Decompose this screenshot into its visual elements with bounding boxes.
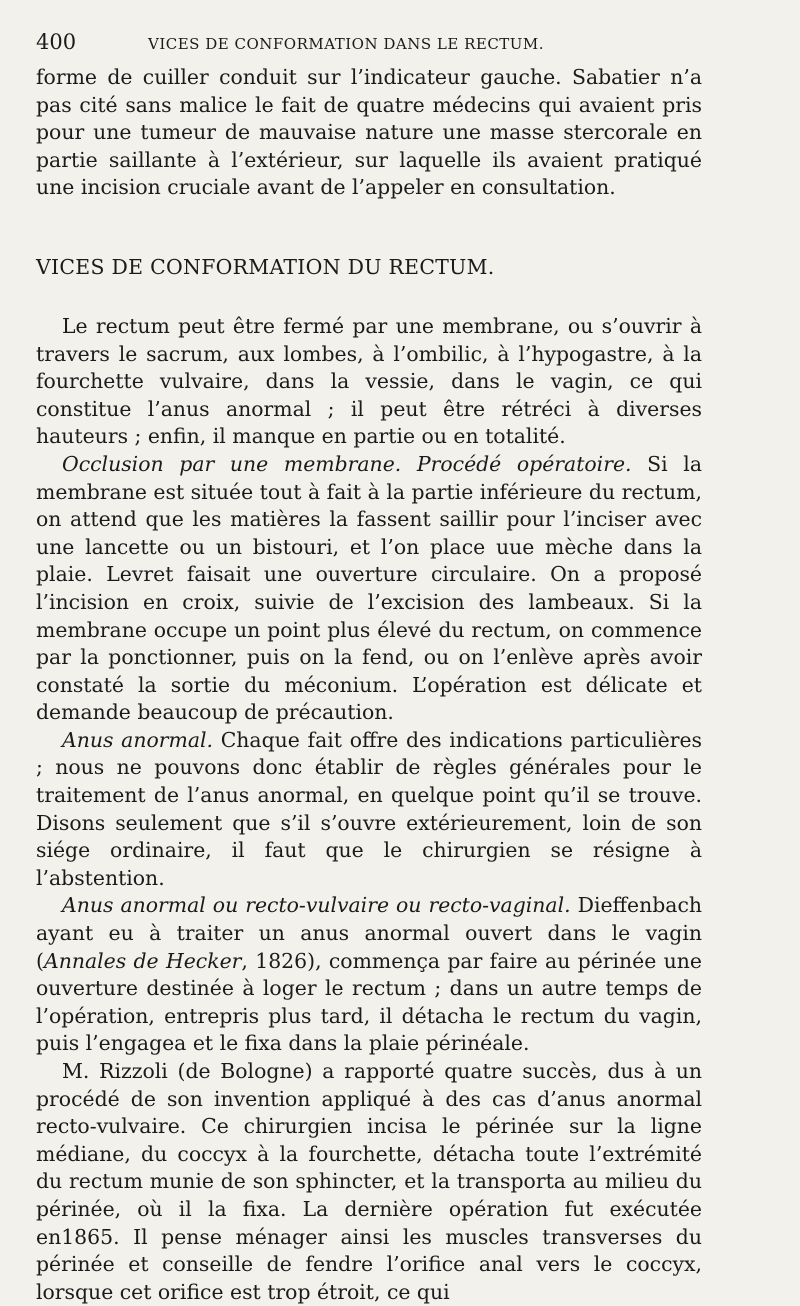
paragraph-occlusion [36,451,702,727]
paragraph-text: Dieffenbach ayant eu à traiter un anus anormal ouvert dans le vagin ( [36,893,702,973]
paragraph-rizzoli: M. Rizzoli (de Bologne) a rapporté quatre succès, dus à un procédé de son invention appliqué à des cas d’anus anormal recto-vulvaire. Ce chirurgien incisa le périnée sur la ligne médiane, du coccyx à la fourchette, détacha toute l’extrémité du rectum munie de son sphincter, et la transporta au milieu du périnée, où il la fixa. La dernière opération fut exécutée en1865. Il pense ménager ainsi les muscles transverses du périnée et conseille de fendre l’orifice anal vers le coccyx, lorsque cet orifice est trop étroit, ce qui [36,1059,702,1304]
paragraph-text: Chaque fait offre des indications particulières ; nous ne pouvons donc établir de règles générales pour le traitement de l’anus anormal, en quelque point qu’il se trouve. Disons seulement que s’il s’ouvre extérieurement, loin de son siége ordinaire, il faut que le chirurgien se résigne à l’abstention. [36,727,702,890]
paragraph-lead: Occlusion par une membrane. Procédé opératoire. [62,451,632,476]
running-head [36,30,702,64]
paragraph-recto-vaginal [36,892,702,1058]
section-title: VICES DE CONFORMATION DU RECTUM. [36,254,495,279]
paragraph-lead: Anus anormal. [62,727,213,752]
paragraph-anus-anormal [36,727,702,893]
body-text [36,64,702,1306]
paragraph-continuation: forme de cuiller conduit sur l’indicateur gauche. Sabatier n’a pas cité sans malice le fait de quatre médecins qui avaient pris pour une tumeur de mauvaise nature une masse stercorale en partie saillante à l’extérieur, sur laquelle ils avaient pratiqué une incision cruciale avant de l’appeler en consultation. [36,65,702,200]
page-number: 400 [36,30,77,54]
paragraph-intro: Le rectum peut être fermé par une membrane, ou s’ouvrir à travers le sacrum, aux lombes, à l’ombilic, à l’hypogastre, à la fourchette vulvaire, dans la vessie, dans le vagin, ce qui constitue l’anus anormal ; il peut être rétréci à diverses hauteurs ; enfin, il manque en partie ou en totalité. [36,313,702,449]
citation: Annales de Hecker [43,948,242,973]
paragraph-lead: Anus anormal ou recto-vulvaire ou recto-vaginal. [62,893,571,918]
running-title: VICES DE CONFORMATION DANS LE RECTUM. [148,35,545,53]
paragraph-text: , 1826), commença par faire au périnée une ouverture destinée à loger le rectum ; dans un autre temps de l’opération, entrepris plus tard, il détacha le rectum du vagin, puis l’engagea et le fixa dans la plaie périnéale. [36,948,702,1056]
paragraph-text: Si la membrane est située tout à fait à la partie inférieure du rectum, on attend que les matières la fassent saillir pour l’inciser avec une lancette ou un bistouri, et l’on place uue mèche dans la plaie. Levret faisait une ouverture circulaire. On a proposé l’incision en croix, suivie de l’excision des lambeaux. Si la membrane occupe un point plus élevé du rectum, on commence par la ponctionner, puis on la fend, ou on l’enlève après avoir constaté la sortie du méconium. L’opération est délicate et demande beaucoup de précaution. [36,451,702,725]
